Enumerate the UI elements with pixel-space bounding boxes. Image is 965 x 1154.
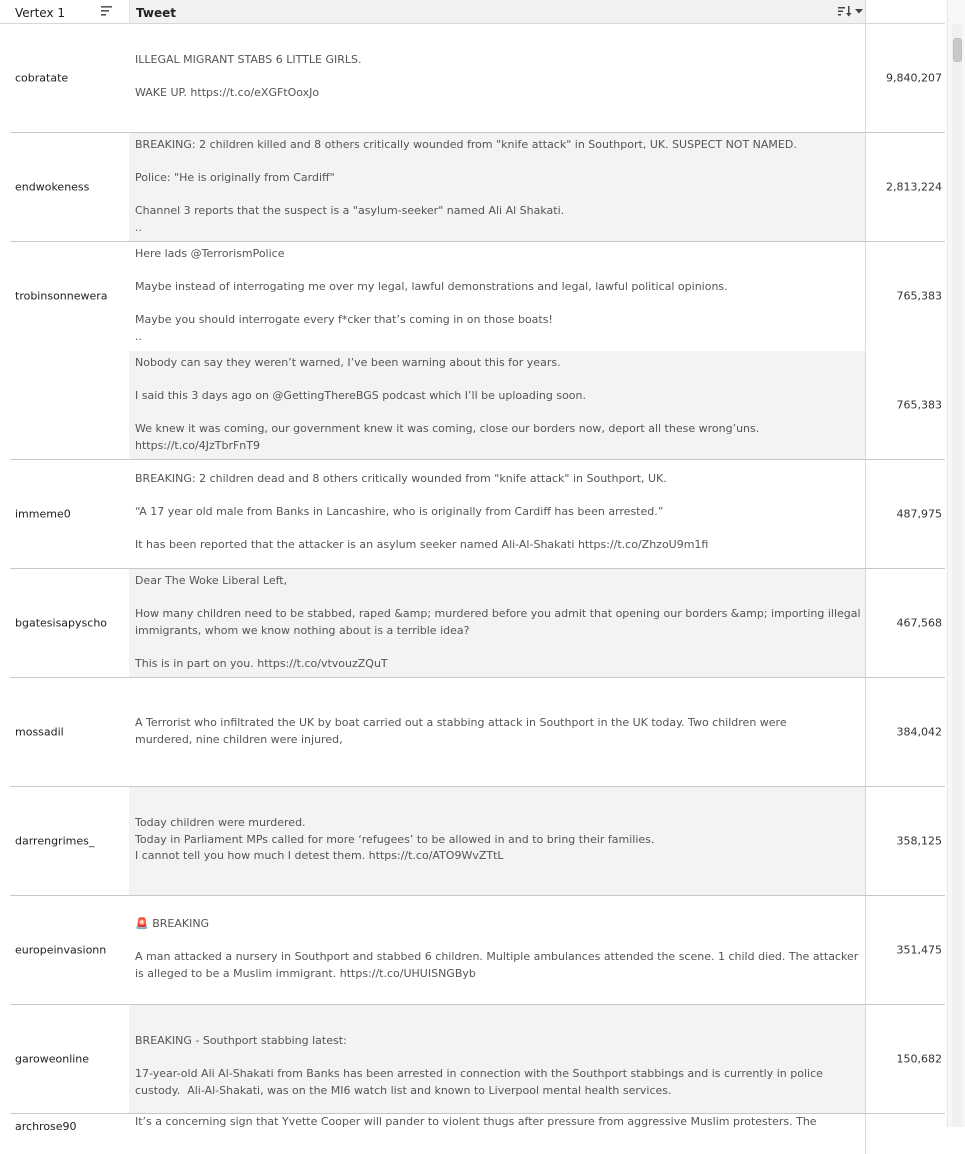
tweet-line: immigrants, whom we know nothing about is a terrible idea? <box>135 623 470 637</box>
tweet-text <box>135 573 863 672</box>
vertex-cell <box>0 24 128 132</box>
tweet-line: Today in Parliament MPs called for more ‘refugees’ to be allowed in and to bring their families. <box>135 832 655 846</box>
tweet-line <box>135 1050 863 1067</box>
table-header <box>0 0 945 24</box>
vertex-cell <box>0 351 128 459</box>
tweet-cell <box>129 133 865 241</box>
count-cell <box>865 787 946 895</box>
count-value: 765,383 <box>896 398 942 412</box>
count-value: 765,383 <box>896 289 942 303</box>
tweet-line <box>135 405 863 422</box>
count-cell <box>865 351 946 459</box>
column-header-tweet-label: Tweet <box>136 6 176 20</box>
tweet-cell <box>129 896 865 1004</box>
vertex-name: endwokeness <box>15 180 90 194</box>
tweet-line: ILLEGAL MIGRANT STABS 6 LITTLE GIRLS. <box>135 53 362 66</box>
tweet-line <box>135 521 863 538</box>
count-cell <box>865 242 946 350</box>
count-cell <box>865 1005 946 1113</box>
table-row[interactable] <box>0 678 945 786</box>
vertex-cell <box>0 569 128 677</box>
tweet-line <box>135 187 863 204</box>
vertex-name: garoweonline <box>15 1052 90 1066</box>
count-value: 9,840,207 <box>886 71 942 85</box>
tweet-line <box>135 296 863 313</box>
tweet-line: BREAKING: 2 children dead and 8 others critically wounded from "knife attack" in Southport, UK. <box>135 472 667 485</box>
vertex-name: archrose90 <box>15 1120 77 1133</box>
vertex-cell <box>0 678 128 786</box>
tweet-text <box>135 246 863 345</box>
tweet-cell <box>129 1114 865 1154</box>
tweet-line: Nobody can say they weren’t warned, I’ve been warning about this for years. <box>135 356 561 369</box>
column-header-vertex-label: Vertex 1 <box>15 6 66 20</box>
tweet-line: We knew it was coming, our government knew it was coming, close our borders now, deport all these wrong’uns. <box>135 422 760 435</box>
tweet-cell <box>129 569 865 677</box>
tweet-line <box>135 372 863 389</box>
vertex-cell <box>0 896 128 1004</box>
vertex-cell <box>0 242 128 350</box>
column-header-vertex[interactable] <box>0 0 128 23</box>
tweet-line: 17-year-old Ali Al-Shakati from Banks has been arrested in connection with the Southport stabbings and is currently in police <box>135 1067 823 1080</box>
tweet-line: Today children were murdered. <box>135 816 306 829</box>
tweet-text <box>135 355 863 454</box>
vertex-name: cobratate <box>15 71 69 85</box>
tweet-line: A man attacked a nursery in Southport and stabbed 6 children. Multiple ambulances attended the scene. 1 child died. The attacker <box>135 950 859 963</box>
count-value: 2,813,224 <box>886 180 942 194</box>
tweet-line: Police: "He is originally from Cardiff" <box>135 171 335 184</box>
tweet-text <box>135 1033 863 1099</box>
table-row[interactable] <box>0 787 945 895</box>
tweet-text <box>135 137 863 236</box>
table-row[interactable] <box>0 24 945 132</box>
tweet-line: is alleged to be a Muslim immigrant. https://t.co/UHUISNGByb <box>135 966 476 980</box>
tweet-line: It’s a concerning sign that Yvette Cooper will pander to violent thugs after pressure from aggressive Muslim protesters. The <box>135 1115 817 1128</box>
tweet-line: 🚨 BREAKING <box>135 917 210 930</box>
tweet-line: Maybe instead of interrogating me over my legal, lawful demonstrations and legal, lawful political opinions. <box>135 280 728 293</box>
count-value: 384,042 <box>896 725 942 739</box>
vertical-scrollbar[interactable] <box>947 0 965 1127</box>
tweet-line: It has been reported that the attacker is an asylum seeker named Ali-Al-Shakati https://t.co/ZhzoU9m1fi <box>135 538 709 551</box>
tweet-line <box>135 263 863 280</box>
tweet-line: Channel 3 reports that the suspect is a "asylum-seeker" named Ali Al Shakati. <box>135 204 565 217</box>
chevron-down-icon[interactable] <box>854 5 864 17</box>
table-row[interactable] <box>0 569 945 677</box>
tweet-line: BREAKING: 2 children killed and 8 others critically wounded from "knife attack" in Southport, UK. SUSPECT NOT NAMED. <box>135 138 797 151</box>
count-cell <box>865 24 946 132</box>
column-header-tweet[interactable] <box>129 0 866 23</box>
table-row[interactable] <box>0 351 945 459</box>
table-row[interactable] <box>0 460 945 568</box>
tweet-line: This is in part on you. https://t.co/vtvouzZQuT <box>135 656 388 670</box>
count-cell <box>865 678 946 786</box>
vertex-name: europeinvasionn <box>15 943 107 957</box>
count-value: 358,125 <box>896 834 942 848</box>
vertex-name: trobinsonnewera <box>15 289 108 303</box>
count-cell <box>865 1114 946 1154</box>
tweet-line: I said this 3 days ago on @GettingThereBGS podcast which I’ll be uploading soon. <box>135 389 586 402</box>
sort-descending-icon[interactable] <box>838 5 852 17</box>
vertex-name: bgatesisapyscho <box>15 616 108 630</box>
count-cell <box>865 896 946 1004</box>
count-cell <box>865 460 946 568</box>
tweet-line: BREAKING - Southport stabbing latest: <box>135 1034 347 1047</box>
tweet-line: Maybe you should interrogate every f*cker that’s coming in on those boats! <box>135 313 553 326</box>
tweet-text <box>135 815 863 865</box>
tweet-cell <box>129 351 865 459</box>
vertex-name: immeme0 <box>15 507 71 521</box>
tweet-line: custody. Ali-Al-Shakati, was on the MI6 watch list and known to Liverpool mental health services. <box>135 1083 672 1097</box>
tweet-cell <box>129 460 865 568</box>
tweet-cell <box>129 678 865 786</box>
tweet-line: How many children need to be stabbed, raped &amp; murdered before you admit that opening our borders &amp; importing illegal <box>135 607 861 620</box>
count-value: 150,682 <box>896 1052 942 1066</box>
vertex-name: mossadil <box>15 725 64 739</box>
vertex-cell <box>0 133 128 241</box>
tweet-text <box>135 1114 863 1131</box>
vertex-cell <box>0 1114 128 1154</box>
tweet-line <box>135 69 863 86</box>
tweet-line <box>135 933 863 950</box>
tweet-line <box>135 488 863 505</box>
table-row[interactable] <box>0 133 945 241</box>
tweet-line <box>135 154 863 171</box>
tweet-text <box>135 52 863 102</box>
tweet-line <box>135 639 863 656</box>
vertex-name: darrengrimes_ <box>15 834 95 848</box>
tweet-cell <box>129 787 865 895</box>
count-value: 487,975 <box>896 507 942 521</box>
tweet-line: A Terrorist who infiltrated the UK by boat carried out a stabbing attack in Southport in the UK today. Two children were <box>135 716 787 729</box>
vertex-cell <box>0 460 128 568</box>
sort-icon[interactable] <box>100 5 114 17</box>
tweet-line: .. <box>135 220 142 234</box>
count-value: 351,475 <box>896 943 942 957</box>
tweet-line: https://t.co/4JzTbrFnT9 <box>135 438 260 452</box>
tweet-line <box>135 590 863 607</box>
tweet-text <box>135 916 863 982</box>
tweet-text <box>135 715 863 748</box>
tweet-line: WAKE UP. https://t.co/eXGFtOoxJo <box>135 86 320 99</box>
scrollbar-track[interactable] <box>952 24 962 1127</box>
count-cell <box>865 133 946 241</box>
tweet-line: Dear The Woke Liberal Left, <box>135 574 288 587</box>
table-row[interactable] <box>0 1114 945 1154</box>
column-header-count <box>865 0 946 23</box>
table-row[interactable] <box>0 896 945 1004</box>
table-row[interactable] <box>0 1005 945 1113</box>
count-cell <box>865 569 946 677</box>
tweet-line: Here lads @TerrorismPolice <box>135 247 285 260</box>
tweet-cell <box>129 24 865 132</box>
tweet-cell <box>129 1005 865 1113</box>
scrollbar-thumb[interactable] <box>953 38 962 62</box>
vertex-cell <box>0 787 128 895</box>
vertex-cell <box>0 1005 128 1113</box>
tweet-line: “A 17 year old male from Banks in Lancashire, who is originally from Cardiff has been arrested.” <box>135 505 664 518</box>
tweet-line: I cannot tell you how much I detest them. https://t.co/ATO9WvZTtL <box>135 849 504 862</box>
tweet-line: .. <box>135 329 142 343</box>
tweet-text <box>135 471 863 554</box>
tweet-line: murdered, nine children were injured, <box>135 732 343 746</box>
tweet-cell <box>129 242 865 350</box>
count-value: 467,568 <box>896 616 942 630</box>
table-row[interactable] <box>0 242 945 350</box>
